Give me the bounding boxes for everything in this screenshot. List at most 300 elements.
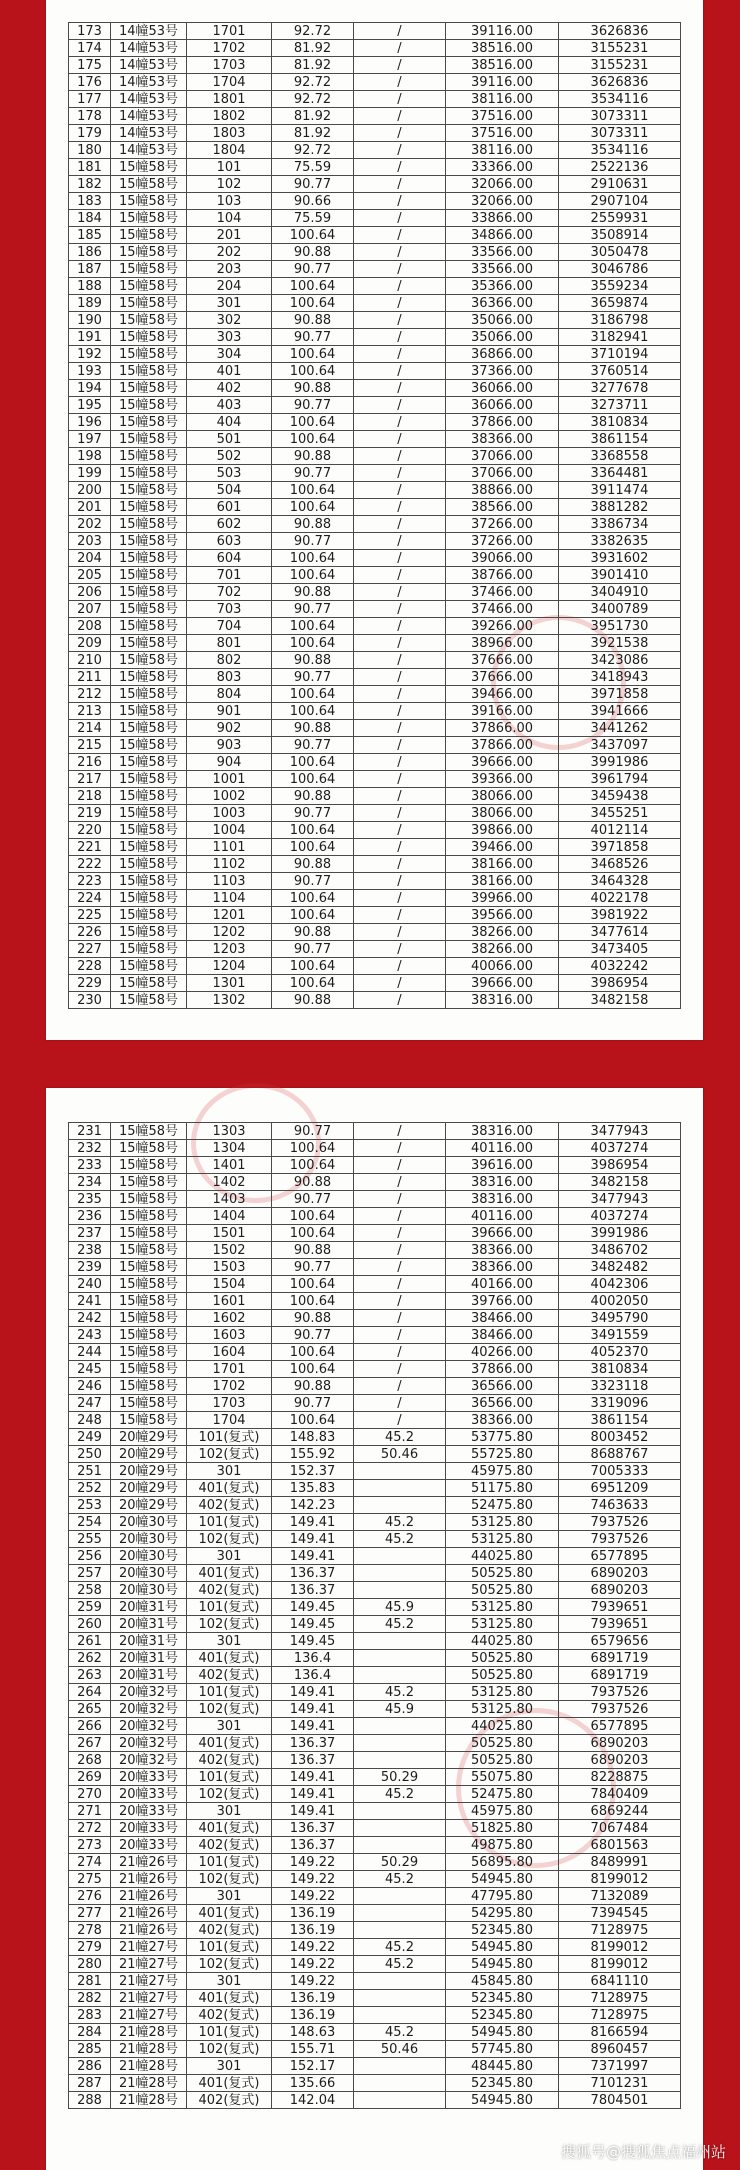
table-cell: 6801563: [559, 1837, 681, 1854]
table-cell: 90.88: [272, 584, 354, 601]
table-cell: 45.2: [354, 1786, 446, 1803]
table-cell: 149.41: [272, 1786, 354, 1803]
table-cell: 100.64: [272, 499, 354, 516]
table-cell: 4037274: [559, 1140, 681, 1157]
table-cell: 402(复式): [187, 2007, 272, 2024]
table-cell: 90.88: [272, 1310, 354, 1327]
table-cell: 202: [187, 244, 272, 261]
table-cell: 15幢58号: [111, 278, 187, 295]
table-cell: /: [354, 74, 446, 91]
table-cell: 100.64: [272, 346, 354, 363]
table-cell: /: [354, 1157, 446, 1174]
table-cell: 6577895: [559, 1718, 681, 1735]
table-cell: 7937526: [559, 1684, 681, 1701]
table-cell: 259: [69, 1599, 111, 1616]
table-cell: 8228875: [559, 1769, 681, 1786]
table-cell: 15幢58号: [111, 822, 187, 839]
table-cell: 1704: [187, 74, 272, 91]
table-cell: 45.2: [354, 1514, 446, 1531]
table-cell: 7128975: [559, 1990, 681, 2007]
table-cell: 186: [69, 244, 111, 261]
table-cell: 33866.00: [446, 210, 559, 227]
table-cell: /: [354, 1276, 446, 1293]
table-cell: 15幢58号: [111, 992, 187, 1009]
table-cell: 701: [187, 567, 272, 584]
table-cell: 3404910: [559, 584, 681, 601]
table-cell: 270: [69, 1786, 111, 1803]
table-row: [69, 295, 681, 312]
table-cell: 15幢58号: [111, 788, 187, 805]
table-cell: 265: [69, 1701, 111, 1718]
table-cell: 20幢31号: [111, 1667, 187, 1684]
table-cell: 20幢31号: [111, 1633, 187, 1650]
table-cell: [354, 2075, 446, 2092]
table-cell: 15幢58号: [111, 465, 187, 482]
table-cell: 7840409: [559, 1786, 681, 1803]
table-cell: [354, 1497, 446, 1514]
table-cell: 1002: [187, 788, 272, 805]
table-cell: 149.41: [272, 1769, 354, 1786]
table-row: [69, 1820, 681, 1837]
table-cell: 1602: [187, 1310, 272, 1327]
table-cell: 3901410: [559, 567, 681, 584]
table-cell: 136.37: [272, 1565, 354, 1582]
table-cell: [354, 1752, 446, 1769]
table-cell: 53125.80: [446, 1616, 559, 1633]
table-cell: 90.77: [272, 465, 354, 482]
table-cell: 90.77: [272, 805, 354, 822]
table-cell: 39866.00: [446, 822, 559, 839]
table-cell: 20幢30号: [111, 1531, 187, 1548]
table-row: [69, 1242, 681, 1259]
table-cell: 14幢53号: [111, 108, 187, 125]
table-cell: 15幢58号: [111, 1412, 187, 1429]
table-cell: 7128975: [559, 1922, 681, 1939]
table-cell: 100.64: [272, 431, 354, 448]
table-cell: /: [354, 329, 446, 346]
table-cell: 6890203: [559, 1565, 681, 1582]
table-cell: 90.77: [272, 601, 354, 618]
table-cell: 288: [69, 2092, 111, 2109]
table-cell: 149.41: [272, 1718, 354, 1735]
table-cell: 193: [69, 363, 111, 380]
table-row: [69, 1599, 681, 1616]
table-cell: 189: [69, 295, 111, 312]
table-cell: 39266.00: [446, 618, 559, 635]
table-cell: 1404: [187, 1208, 272, 1225]
table-row: [69, 1582, 681, 1599]
table-cell: 3455251: [559, 805, 681, 822]
table-cell: 15幢58号: [111, 703, 187, 720]
table-cell: 403: [187, 397, 272, 414]
table-cell: /: [354, 244, 446, 261]
table-cell: 3534116: [559, 91, 681, 108]
table-cell: 50.46: [354, 1446, 446, 1463]
table-cell: /: [354, 992, 446, 1009]
table-cell: 38316.00: [446, 1123, 559, 1140]
table-cell: 15幢58号: [111, 1259, 187, 1276]
table-cell: 245: [69, 1361, 111, 1378]
table-cell: 149.45: [272, 1616, 354, 1633]
table-cell: [354, 1463, 446, 1480]
table-cell: 44025.80: [446, 1633, 559, 1650]
table-cell: 3423086: [559, 652, 681, 669]
table-cell: 15幢58号: [111, 1361, 187, 1378]
table-cell: 225: [69, 907, 111, 924]
table-cell: 54945.80: [446, 2024, 559, 2041]
table-cell: 402(复式): [187, 1752, 272, 1769]
table-cell: 3921538: [559, 635, 681, 652]
table-cell: 15幢58号: [111, 312, 187, 329]
table-cell: 57745.80: [446, 2041, 559, 2058]
table-row: [69, 941, 681, 958]
table-row: [69, 261, 681, 278]
table-row: [69, 907, 681, 924]
table-row: [69, 1684, 681, 1701]
table-row: [69, 312, 681, 329]
table-cell: /: [354, 261, 446, 278]
table-cell: 21幢26号: [111, 1905, 187, 1922]
table-cell: 402(复式): [187, 1497, 272, 1514]
table-cell: 7937526: [559, 1514, 681, 1531]
table-cell: 3559234: [559, 278, 681, 295]
table-cell: 1504: [187, 1276, 272, 1293]
table-cell: 503: [187, 465, 272, 482]
table-cell: 20幢30号: [111, 1582, 187, 1599]
table-cell: 15幢58号: [111, 601, 187, 618]
table-cell: 3382635: [559, 533, 681, 550]
table-cell: 100.64: [272, 754, 354, 771]
table-cell: 100.64: [272, 567, 354, 584]
table-cell: 103: [187, 193, 272, 210]
table-cell: /: [354, 1344, 446, 1361]
table-cell: 231: [69, 1123, 111, 1140]
table-cell: 602: [187, 516, 272, 533]
table-cell: 3626836: [559, 23, 681, 40]
table-row: [69, 1667, 681, 1684]
table-cell: 92.72: [272, 91, 354, 108]
table-cell: 7371997: [559, 2058, 681, 2075]
table-row: [69, 1854, 681, 1871]
table-cell: 100.64: [272, 363, 354, 380]
table-cell: 204: [69, 550, 111, 567]
table-cell: /: [354, 1225, 446, 1242]
table-row: [69, 1803, 681, 1820]
table-cell: 90.88: [272, 448, 354, 465]
table-cell: 402(复式): [187, 2092, 272, 2109]
table-cell: 185: [69, 227, 111, 244]
table-cell: 7939651: [559, 1599, 681, 1616]
table-cell: 90.77: [272, 1123, 354, 1140]
table-cell: 1102: [187, 856, 272, 873]
table-cell: 37866.00: [446, 414, 559, 431]
table-cell: 3482158: [559, 992, 681, 1009]
table-row: [69, 839, 681, 856]
table-cell: 287: [69, 2075, 111, 2092]
table-cell: 178: [69, 108, 111, 125]
table-cell: 3486702: [559, 1242, 681, 1259]
table-cell: 904: [187, 754, 272, 771]
table-cell: 197: [69, 431, 111, 448]
table-cell: /: [354, 1310, 446, 1327]
price-list-page-2: [46, 1088, 703, 2170]
table-cell: 55075.80: [446, 1769, 559, 1786]
table-cell: 38116.00: [446, 91, 559, 108]
table-cell: [354, 1990, 446, 2007]
table-cell: 101(复式): [187, 1514, 272, 1531]
table-cell: 92.72: [272, 74, 354, 91]
table-cell: /: [354, 1174, 446, 1191]
table-cell: 100.64: [272, 1344, 354, 1361]
table-cell: 14幢53号: [111, 125, 187, 142]
table-cell: 502: [187, 448, 272, 465]
table-cell: 90.77: [272, 1191, 354, 1208]
table-cell: 3482158: [559, 1174, 681, 1191]
table-cell: 15幢58号: [111, 1344, 187, 1361]
table-cell: 15幢58号: [111, 635, 187, 652]
table-cell: 801: [187, 635, 272, 652]
table-cell: 1502: [187, 1242, 272, 1259]
table-cell: 15幢58号: [111, 244, 187, 261]
table-cell: 3050478: [559, 244, 681, 261]
table-cell: 102(复式): [187, 1956, 272, 1973]
table-cell: /: [354, 108, 446, 125]
table-row: [69, 788, 681, 805]
table-cell: 1304: [187, 1140, 272, 1157]
table-cell: 242: [69, 1310, 111, 1327]
table-cell: 4002050: [559, 1293, 681, 1310]
table-cell: 301: [187, 1888, 272, 1905]
table-cell: 208: [69, 618, 111, 635]
table-cell: 38166.00: [446, 856, 559, 873]
table-cell: 266: [69, 1718, 111, 1735]
table-cell: 45.2: [354, 2024, 446, 2041]
table-cell: 100.64: [272, 686, 354, 703]
table-row: [69, 550, 681, 567]
table-cell: [354, 2058, 446, 2075]
table-cell: 3386734: [559, 516, 681, 533]
table-cell: 53125.80: [446, 1599, 559, 1616]
table-cell: 38866.00: [446, 482, 559, 499]
table-cell: 1401: [187, 1157, 272, 1174]
table-cell: /: [354, 567, 446, 584]
table-cell: 223: [69, 873, 111, 890]
table-cell: 90.88: [272, 720, 354, 737]
table-cell: 38366.00: [446, 1412, 559, 1429]
table-cell: /: [354, 737, 446, 754]
table-cell: 20幢29号: [111, 1429, 187, 1446]
table-cell: 1801: [187, 91, 272, 108]
table-cell: 244: [69, 1344, 111, 1361]
table-cell: 1703: [187, 1395, 272, 1412]
table-cell: 52475.80: [446, 1786, 559, 1803]
table-cell: 3971858: [559, 839, 681, 856]
table-cell: 149.22: [272, 1973, 354, 1990]
table-cell: [354, 1922, 446, 1939]
table-cell: 102(复式): [187, 1786, 272, 1803]
table-cell: 38316.00: [446, 992, 559, 1009]
table-cell: 281: [69, 1973, 111, 1990]
table-cell: 47795.80: [446, 1888, 559, 1905]
table-cell: 39466.00: [446, 686, 559, 703]
table-cell: 15幢58号: [111, 975, 187, 992]
table-cell: 101(复式): [187, 1684, 272, 1701]
table-cell: 7132089: [559, 1888, 681, 1905]
table-cell: 50525.80: [446, 1582, 559, 1599]
table-cell: 284: [69, 2024, 111, 2041]
table-cell: 101(复式): [187, 1939, 272, 1956]
table-cell: 54945.80: [446, 1871, 559, 1888]
table-cell: 6890203: [559, 1582, 681, 1599]
table-cell: 101(复式): [187, 1854, 272, 1871]
table-cell: 15幢58号: [111, 805, 187, 822]
table-cell: 102(复式): [187, 1531, 272, 1548]
table-row: [69, 363, 681, 380]
table-cell: 152.37: [272, 1463, 354, 1480]
table-cell: 38516.00: [446, 57, 559, 74]
table-row: [69, 1565, 681, 1582]
table-row: [69, 652, 681, 669]
table-cell: 100.64: [272, 907, 354, 924]
table-cell: 901: [187, 703, 272, 720]
table-cell: [354, 1820, 446, 1837]
table-row: [69, 1310, 681, 1327]
table-cell: /: [354, 40, 446, 57]
table-cell: 3482482: [559, 1259, 681, 1276]
table-cell: 283: [69, 2007, 111, 2024]
table-cell: 90.88: [272, 856, 354, 873]
table-cell: 40116.00: [446, 1140, 559, 1157]
table-cell: 155.71: [272, 2041, 354, 2058]
table-cell: 803: [187, 669, 272, 686]
table-cell: 604: [187, 550, 272, 567]
table-cell: /: [354, 754, 446, 771]
table-cell: 15幢58号: [111, 261, 187, 278]
table-cell: 215: [69, 737, 111, 754]
table-cell: 3710194: [559, 346, 681, 363]
table-row: [69, 1752, 681, 1769]
table-row: [69, 159, 681, 176]
table-row: [69, 1786, 681, 1803]
table-cell: 272: [69, 1820, 111, 1837]
table-cell: 3477943: [559, 1123, 681, 1140]
table-row: [69, 431, 681, 448]
table-cell: 92.72: [272, 23, 354, 40]
table-cell: 149.22: [272, 1854, 354, 1871]
table-cell: 15幢58号: [111, 533, 187, 550]
table-cell: 1402: [187, 1174, 272, 1191]
table-cell: 15幢58号: [111, 1395, 187, 1412]
table-cell: [354, 1973, 446, 1990]
table-cell: 184: [69, 210, 111, 227]
table-row: [69, 1208, 681, 1225]
table-row: [69, 958, 681, 975]
table-cell: /: [354, 346, 446, 363]
table-cell: 4052370: [559, 1344, 681, 1361]
table-cell: /: [354, 1412, 446, 1429]
table-row: [69, 227, 681, 244]
table-cell: 237: [69, 1225, 111, 1242]
table-cell: 104: [187, 210, 272, 227]
table-row: [69, 465, 681, 482]
table-cell: 142.23: [272, 1497, 354, 1514]
table-cell: 3951730: [559, 618, 681, 635]
table-row: [69, 346, 681, 363]
table-cell: 3400789: [559, 601, 681, 618]
table-row: [69, 516, 681, 533]
table-cell: [354, 1718, 446, 1735]
table-cell: 232: [69, 1140, 111, 1157]
table-cell: 3477943: [559, 1191, 681, 1208]
table-cell: 258: [69, 1582, 111, 1599]
table-cell: 217: [69, 771, 111, 788]
table-cell: 3441262: [559, 720, 681, 737]
table-cell: 100.64: [272, 278, 354, 295]
table-cell: 704: [187, 618, 272, 635]
table-cell: 7804501: [559, 2092, 681, 2109]
table-cell: 200: [69, 482, 111, 499]
table-cell: 21幢28号: [111, 2075, 187, 2092]
table-cell: 37466.00: [446, 584, 559, 601]
table-row: [69, 1395, 681, 1412]
table-cell: 7937526: [559, 1701, 681, 1718]
table-row: [69, 635, 681, 652]
table-cell: 1302: [187, 992, 272, 1009]
table-cell: 45.2: [354, 1531, 446, 1548]
table-cell: 39116.00: [446, 74, 559, 91]
table-cell: 15幢58号: [111, 1276, 187, 1293]
table-cell: 38366.00: [446, 1242, 559, 1259]
table-cell: 149.41: [272, 1803, 354, 1820]
table-cell: 37516.00: [446, 108, 559, 125]
table-cell: 196: [69, 414, 111, 431]
table-cell: 1604: [187, 1344, 272, 1361]
table-cell: /: [354, 159, 446, 176]
table-cell: 149.41: [272, 1531, 354, 1548]
table-cell: 50.29: [354, 1769, 446, 1786]
table-cell: 198: [69, 448, 111, 465]
table-cell: 15幢58号: [111, 584, 187, 601]
table-cell: 90.88: [272, 380, 354, 397]
table-row: [69, 2007, 681, 2024]
table-cell: 6951209: [559, 1480, 681, 1497]
table-cell: 20幢31号: [111, 1616, 187, 1633]
table-cell: 37866.00: [446, 1361, 559, 1378]
table-cell: 7101231: [559, 2075, 681, 2092]
table-cell: 180: [69, 142, 111, 159]
table-cell: 1003: [187, 805, 272, 822]
table-cell: 36066.00: [446, 380, 559, 397]
table-row: [69, 176, 681, 193]
table-row: [69, 1922, 681, 1939]
table-cell: 224: [69, 890, 111, 907]
table-cell: 37866.00: [446, 737, 559, 754]
table-row: [69, 771, 681, 788]
table-cell: 1004: [187, 822, 272, 839]
table-cell: 20幢33号: [111, 1837, 187, 1854]
table-cell: 21幢26号: [111, 1854, 187, 1871]
table-cell: 181: [69, 159, 111, 176]
table-cell: 50525.80: [446, 1667, 559, 1684]
table-cell: 55725.80: [446, 1446, 559, 1463]
table-row: [69, 1293, 681, 1310]
table-cell: 15幢58号: [111, 567, 187, 584]
table-cell: 238: [69, 1242, 111, 1259]
table-row: [69, 1990, 681, 2007]
table-cell: 3991986: [559, 754, 681, 771]
table-cell: 3464328: [559, 873, 681, 890]
table-cell: 38066.00: [446, 805, 559, 822]
